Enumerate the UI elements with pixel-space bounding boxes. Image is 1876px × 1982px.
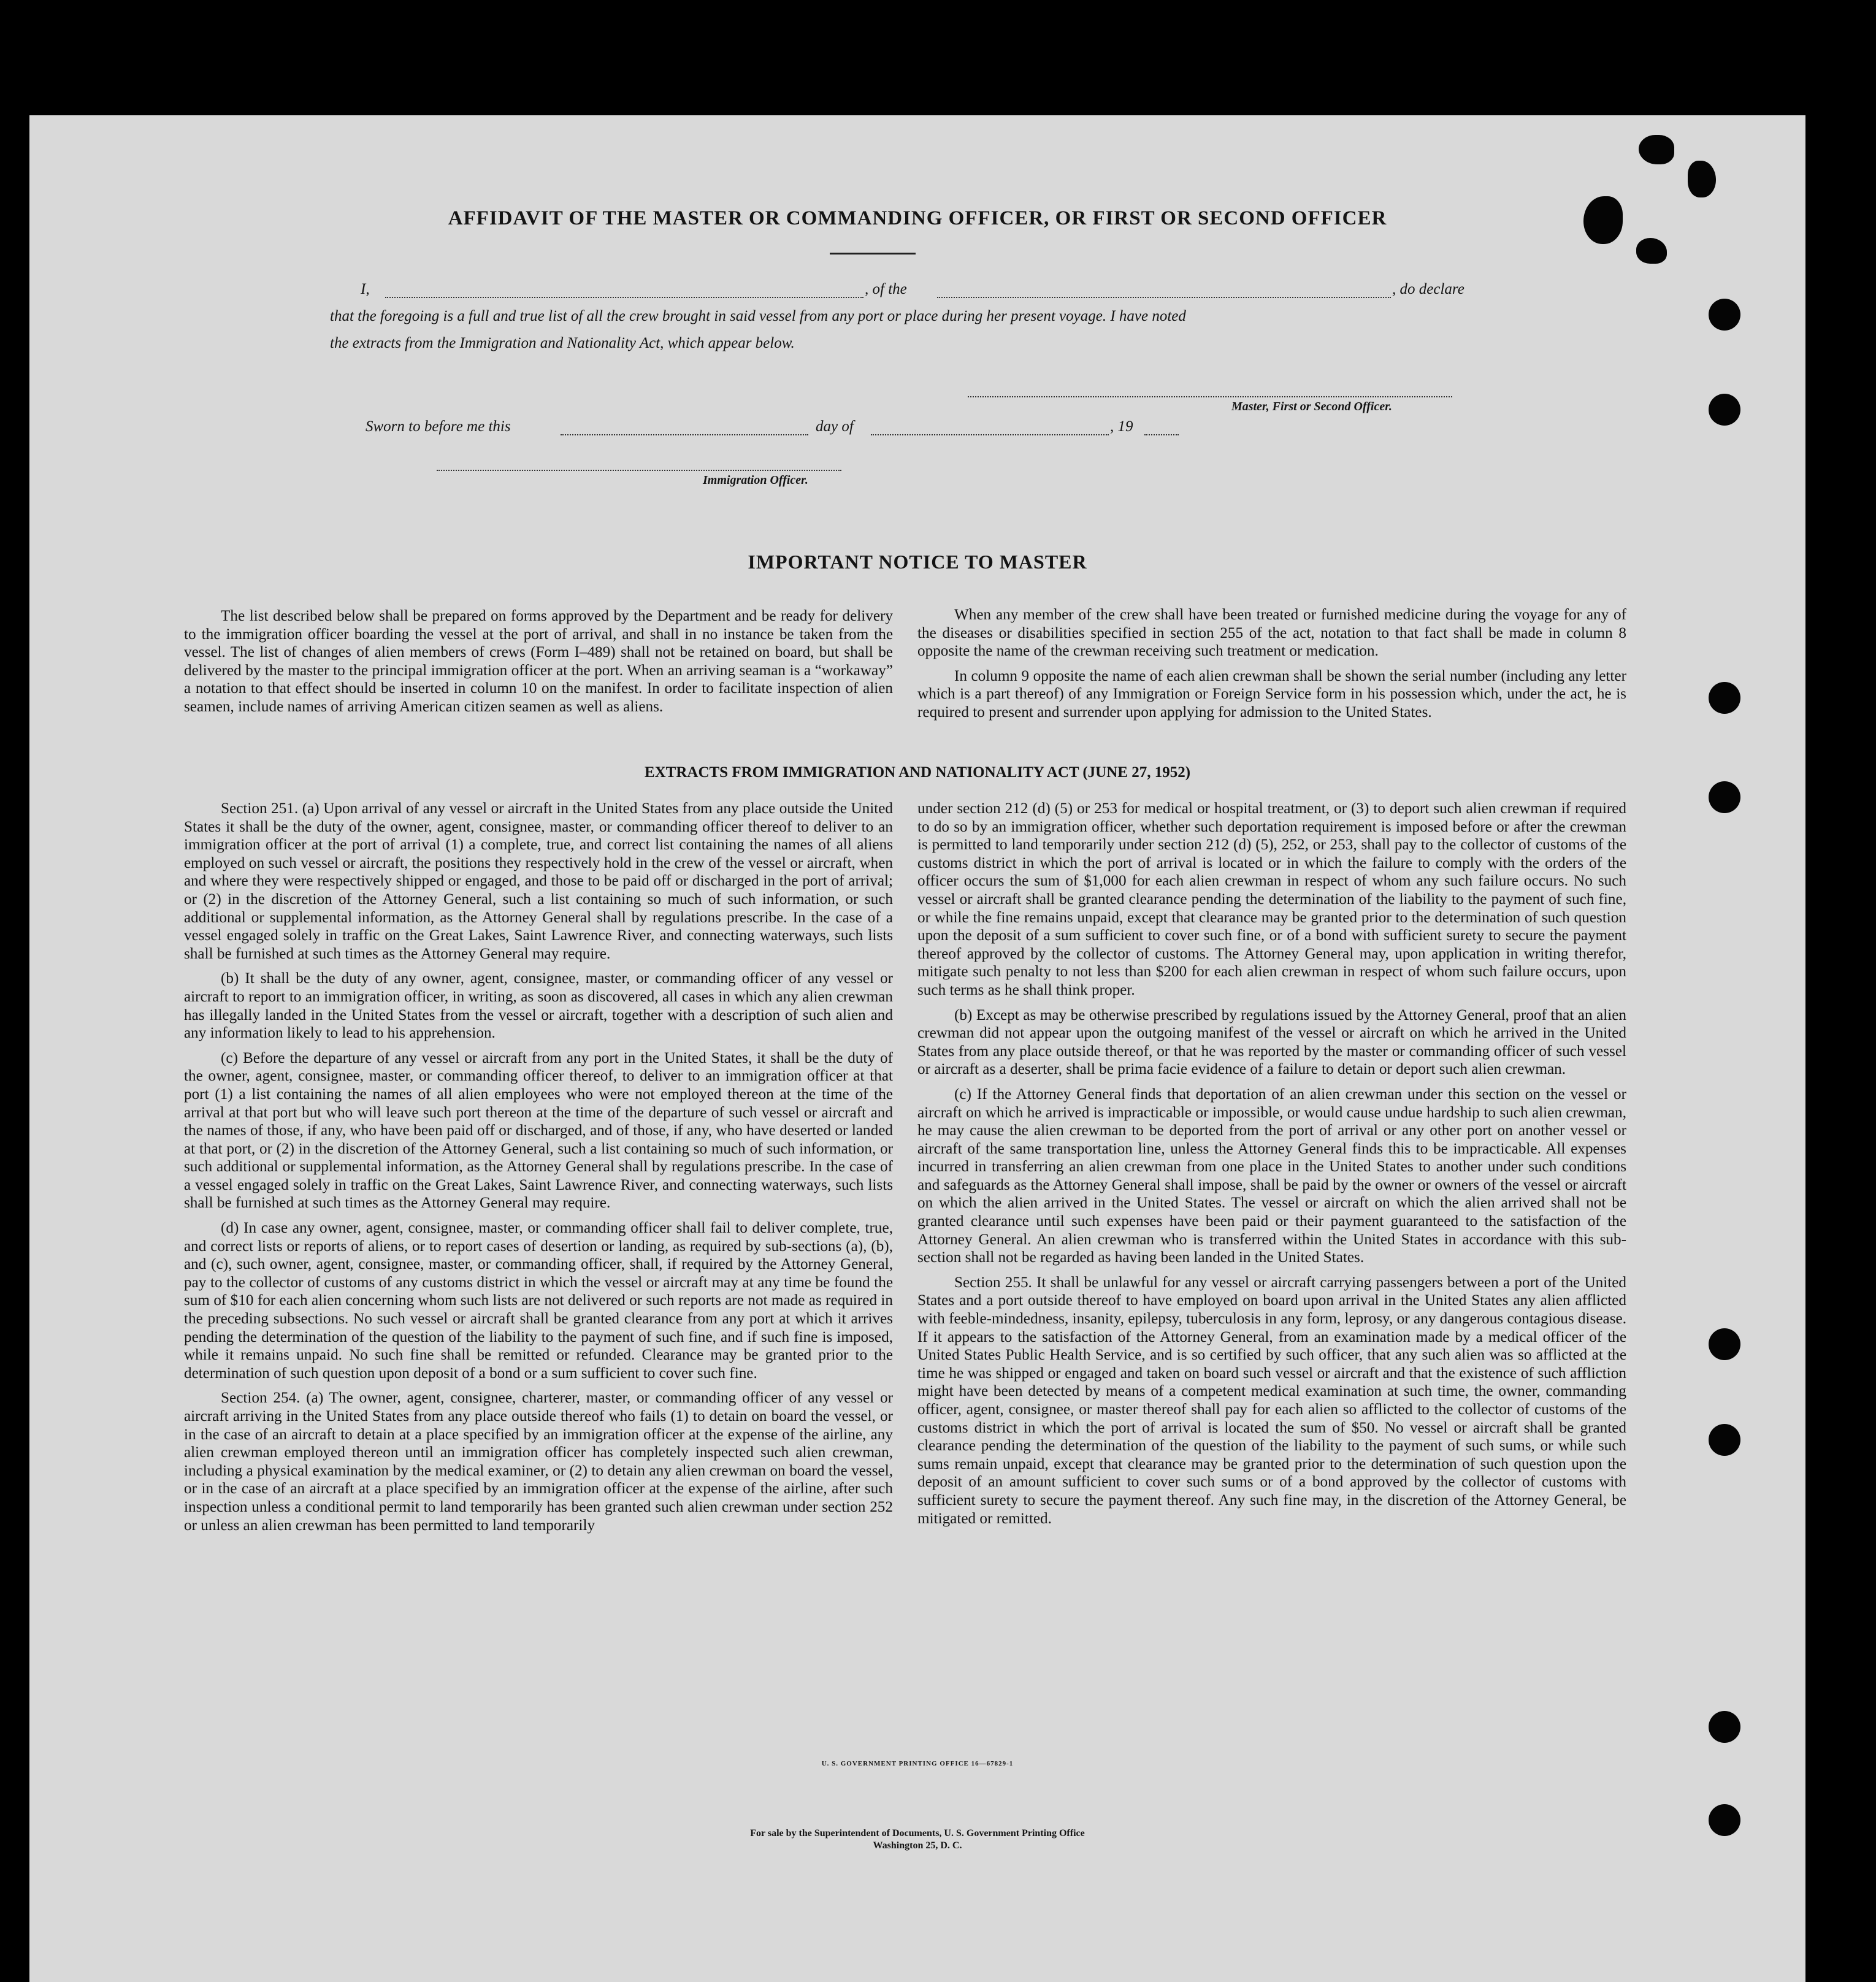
section-251-a: Section 251. (a) Upon arrival of any vessel or aircraft in the United States from any place outside the United States it shall be the duty of the owner, agent, consignee, master, or commanding officer thereof to deliver to an immigration officer at the port of arrival (1) a complete, true, and correct list containing the names of all aliens employed on such vessel or aircraft, the positions they respectively hold in the crew of the vessel or aircraft, when and where they were respectively shipped or engaged, and those to be paid off or discharged in the port of arrival; or (2) in the discretion of the Attorney General, such a list containing so much of such information, or such additional or supplemental information, as the Attorney General shall by regulations prescribe. In the case of a vessel engaged solely in traffic on the Great Lakes, Saint Lawrence River, and connecting waterways, such lists shall be furnished at such times as the Attorney General may require. [184,800,893,962]
master-signature-line[interactable] [968,396,1452,397]
affidavit-i: I, [361,281,370,297]
binder-hole [1709,682,1740,714]
affidavit-declare: , do declare [1392,281,1464,297]
day-of-label: day of [816,418,854,435]
officer-label: Immigration Officer. [703,473,808,487]
section-254-a-continued: under section 212 (d) (5) or 253 for medical or hospital treatment, or (3) to deport such alien crewman if required to do so by an immigration officer, whether such deportation requirement is imposed before or after the crewman is permitted to land temporarily under section 212 (d) (5), 252, or 253, shall pay to the collector of customs of the customs district in which the port of arrival is located or in which the failure to comply with the orders of the officer occurs the sum of $1,000 for each alien crewman in respect of whom any such failure occurs. No such vessel or aircraft shall be granted clearance pending the determination of the liability to the payment of such fine, or while the fine remains unpaid, except that clearance may be granted prior to the determination of such question upon the deposit of a sum sufficient to cover such fine, or of a bond with sufficient surety to secure the payment thereof approved by the collector of customs. The Attorney General may, upon application in writing therefor, mitigate such penalty to not less than $200 for each alien crewman in respect of whom such failure occurs, upon such terms as he shall think proper. [917,800,1626,998]
section-254-a: Section 254. (a) The owner, agent, consignee, charterer, master, or commanding officer of any vessel or aircraft arriving in the United States from any place outside thereof who fails (1) to detain on board the vessel, or in the case of an aircraft to detain at a place specified by an immigration officer at the expense of the airline, any alien crewman employed thereon until an immigration officer has completely inspected such alien crewman, including a physical examination by the medical examiner, or (2) to detain any alien crewman on board the vessel, or in the case of an aircraft at a place specified by an immigration officer at the expense of the airline, after such inspection unless a conditional permit to land temporarily has been granted such alien crewman under section 252 or unless an alien crewman has been permitted to land temporarily [184,1390,893,1534]
section-251-d: (d) In case any owner, agent, consignee, master, or commanding officer shall fail to deliver complete, true, and correct lists or reports of aliens, or to report cases of desertion or landing, as required by sub-sections (a), (b), and (c), such owner, agent, consignee, master, or commanding officer, shall, if required by the Attorney General, pay to the collector of customs of any customs district in which the vessel or aircraft may at any time be found the sum of $10 for each alien concerning whom such lists are not delivered or such reports are not made as required in the preceding subsections. No such vessel or aircraft shall be granted clearance from any port at which it arrives pending the determination of the question of the liability to the payment of such fine, and if such fine is imposed, while it remains unpaid. No such fine shall be remitted or refunded. Clearance may be granted prior to the determination of such question upon deposit of a bond or a sum sufficient to cover such fine. [184,1220,893,1382]
sale-notice [29,1827,1805,1852]
master-label: Master, First or Second Officer. [1231,400,1392,413]
paper-damage [1639,135,1674,164]
extracts-left-column [184,800,893,1541]
notice-left-column [184,607,893,723]
sworn-label: Sworn to before me this [366,418,511,435]
affidavit-line-2: that the foregoing is a full and true list of all the crew brought in said vessel from any port or place during her present voyage. I have noted [330,308,1186,324]
binder-hole [1709,299,1740,331]
officer-signature-line[interactable] [437,470,841,471]
section-255: Section 255. It shall be unlawful for any vessel or aircraft carrying passengers between a port of the United States and a port outside thereof to have employed on board upon arrival in the United States any alien afflicted with feeble-mindedness, insanity, epilepsy, tuberculosis in any form, leprosy, or any dangerous contagious disease. If it appears to the satisfaction of the Attorney General, from an examination made by a medical officer of the United States Public Health Service, and is so certified by such officer, that any such alien was so afflicted at the time he was shipped or engaged and taken on board such vessel or aircraft and that the existence of such affliction might have been detected by means of a competent medical examination at such time, the owner, commanding officer, agent, consignee, or master thereof shall pay for each alien so afflicted to the collector of customs of the customs district in which the port of arrival is located the sum of $50. No vessel or aircraft shall be granted clearance pending the determination of the question of the liability to the payment of such sums, or while such sums remain unpaid, except that clearance may be granted prior to the determination of such question upon the deposit of an amount sufficient to cover such sums or of a bond approved by the collector of customs with sufficient surety to secure the payment thereof. Any such fine may, in the discretion of the Attorney General, be mitigated or remitted. [917,1274,1626,1527]
extracts-right-column [917,800,1626,1534]
sworn-day-field[interactable] [561,434,808,435]
binder-hole [1709,1328,1740,1360]
binder-hole [1709,1711,1740,1743]
notice-right-paragraph-2: In column 9 opposite the name of each alien crewman shall be shown the serial number (including any letter which is a part thereof) of any Immigration or Foreign Service form in his possession which, under the act, he is required to present and surrender upon applying for admission to the United States. [917,667,1626,721]
paper-damage [1688,161,1716,197]
sworn-month-field[interactable] [871,434,1109,435]
notice-right-column [917,606,1626,729]
declarant-name-field[interactable] [385,297,863,298]
sale-notice-line-2: Washington 25, D. C. [873,1840,962,1851]
binder-hole [1709,1424,1740,1456]
affidavit-line-3: the extracts from the Immigration and Nationality Act, which appear below. [330,335,795,351]
binder-hole [1709,781,1740,813]
year-label: , 19 [1110,418,1133,435]
title-rule [830,253,916,254]
sale-notice-line-1: For sale by the Superintendent of Documents, U. S. Government Printing Office [750,1828,1085,1839]
notice-title: IMPORTANT NOTICE TO MASTER [748,551,1087,573]
section-251-b: (b) It shall be the duty of any owner, agent, consignee, master, or commanding officer of any vessel or aircraft to report to an immigration officer, in writing, as soon as discovered, all cases in which any alien crewman has illegally landed in the United States from the vessel or aircraft, together with a description of such alien and any information likely to lead to his apprehension. [184,970,893,1042]
vessel-name-field[interactable] [937,297,1391,298]
affidavit-of-the: , of the [865,281,907,297]
notice-right-paragraph-1: When any member of the crew shall have been treated or furnished medicine during the voyage for any of the diseases or disabilities specified in section 255 of the act, notation to that fact shall be made in column 8 opposite the name of the crewman receiving such treatment or medication. [917,606,1626,660]
section-251-c: (c) Before the departure of any vessel or aircraft from any port in the United States, it shall be the duty of the owner, agent, consignee, master, or commanding officer thereof, to deliver to an immigration officer at that port (1) a list containing the names of all alien employees who were not employed thereon at the time of the arrival at that port but who will leave such port thereon at the time of the departure of such vessel or aircraft and the names of those, if any, who have been paid off or discharged, and of those, if any, who have deserted or landed at that port, or (2) in the discretion of the Attorney General, such a list containing so much of such information, or such additional or supplemental information, as the Attorney General shall by regulations prescribe. In the case of a vessel engaged solely in traffic on the Great Lakes, Saint Lawrence River, and connecting waterways, such lists shall be furnished at such times as the Attorney General may require. [184,1049,893,1212]
binder-hole [1709,1804,1740,1836]
sworn-year-field[interactable] [1144,434,1179,435]
form-page [29,115,1805,1982]
gpo-imprint: U. S. GOVERNMENT PRINTING OFFICE 16—67829-1 [821,1760,1014,1767]
section-254-c: (c) If the Attorney General finds that deportation of an alien crewman under this section on the vessel or aircraft on which he arrived is impracticable or impossible, or would cause undue hardship to such alien crewman, he may cause the alien crewman to be deported from the port of arrival or any other port on another vessel or aircraft of the same transportation line, unless the Attorney General finds this to be impracticable. All expenses incurred in transferring an alien crewman from one place in the United States to another under such conditions and safeguards as the Attorney General shall impose, shall be paid by the owner or owners of the vessel or aircraft on which the alien arrived in the United States. The vessel or aircraft on which the alien arrived shall not be granted clearance until such expenses have been paid or their payment guaranteed to the satisfaction of the Attorney General. An alien crewman who is transferred within the United States in accordance with this sub-section shall not be regarded as having been landed in the United States. [917,1085,1626,1266]
notice-left-paragraph: The list described below shall be prepared on forms approved by the Department and be ready for delivery to the immigration officer boarding the vessel at the port of arrival, and shall in no instance be taken from the vessel. The list of changes of alien members of crews (Form I–489) shall not be retained on board, but shall be delivered by the master to the principal immigration officer at the port. When an arriving seaman is a “workaway” a notation to that effect should be inserted in column 10 on the manifest. In order to facilitate inspection of alien seamen, include names of arriving American citizen seamen as well as aliens. [184,608,893,715]
extracts-title: EXTRACTS FROM IMMIGRATION AND NATIONALITY ACT (JUNE 27, 1952) [644,764,1191,781]
paper-damage [1583,196,1623,244]
binder-hole [1709,394,1740,426]
paper-damage [1636,238,1667,264]
affidavit-title: AFFIDAVIT OF THE MASTER OR COMMANDING OFFICER, OR FIRST OR SECOND OFFICER [448,207,1387,229]
section-254-b: (b) Except as may be otherwise prescribed by regulations issued by the Attorney General, proof that an alien crewman did not appear upon the outgoing manifest of the vessel or aircraft on which he arrived in the United States from any place outside thereof, or that he was reported by the master or commanding officer of such vessel or aircraft as a deserter, shall be prima facie evidence of a failure to detain or deport such alien crewman. [917,1006,1626,1078]
